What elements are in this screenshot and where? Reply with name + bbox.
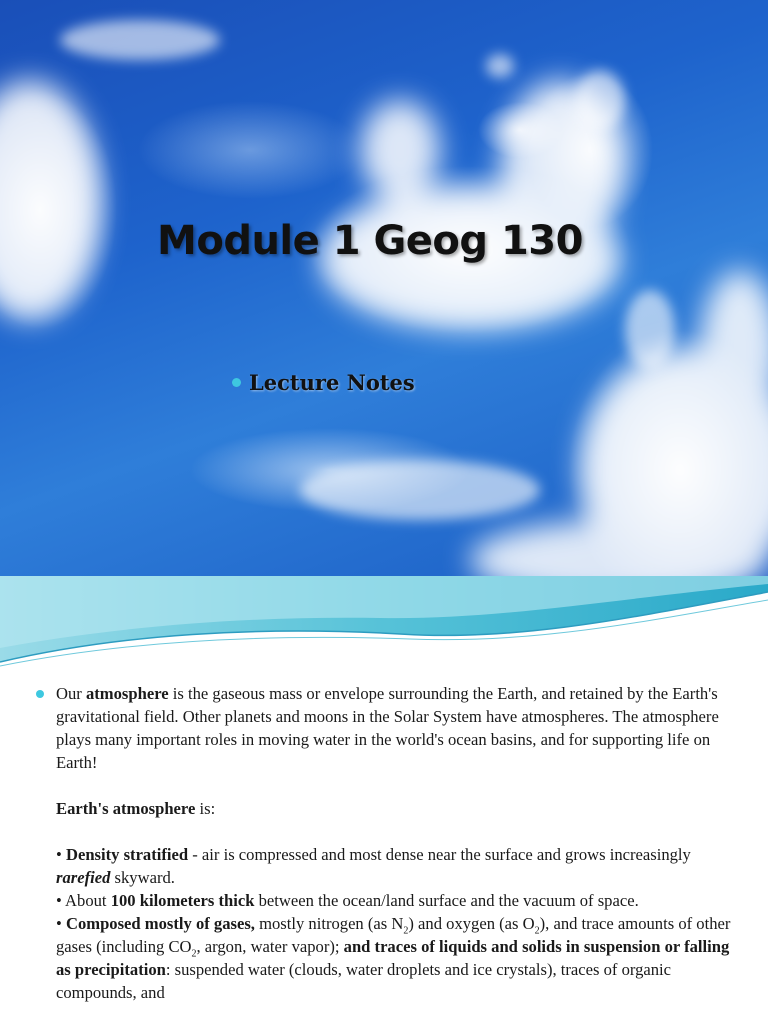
bullet-dot-icon (36, 690, 44, 698)
lecture-notes-label: Lecture Notes (249, 370, 415, 395)
lead-line: Earth's atmosphere is: (56, 799, 216, 818)
slide-title: Module 1 Geog 130 (157, 218, 583, 264)
lecture-body (56, 682, 746, 1004)
intro-paragraph: Our atmosphere is the gaseous mass or envelope surrounding the Earth, and retained by the Earth's gravitational field. Other planets and moons in the Solar System have atmospheres. The atmosphere plays many important roles in moving water in the world's ocean basins, and for supporting life on Earth! (56, 684, 719, 772)
lecture-notes-bullet (232, 370, 415, 395)
item-composition: • Composed mostly of gases, mostly nitrogen (as $N_2$) and oxygen (as $O_2$), and trace amounts of other gases (including $CO_2$, argon, water vapor); and traces of liquids and solids in suspension or falling as precipitation: suspended water (clouds, water droplets and ice crystals), traces of organic compounds, and (56, 914, 731, 1002)
bullet-dot-icon (232, 378, 241, 387)
wave-decoration (0, 576, 768, 686)
item-density: • Density stratified - air is compressed and most dense near the surface and grows increasingly rarefied skyward. (56, 845, 691, 887)
content-slide (0, 576, 768, 1024)
item-thickness: • About 100 kilometers thick between the ocean/land surface and the vacuum of space. (56, 891, 639, 910)
